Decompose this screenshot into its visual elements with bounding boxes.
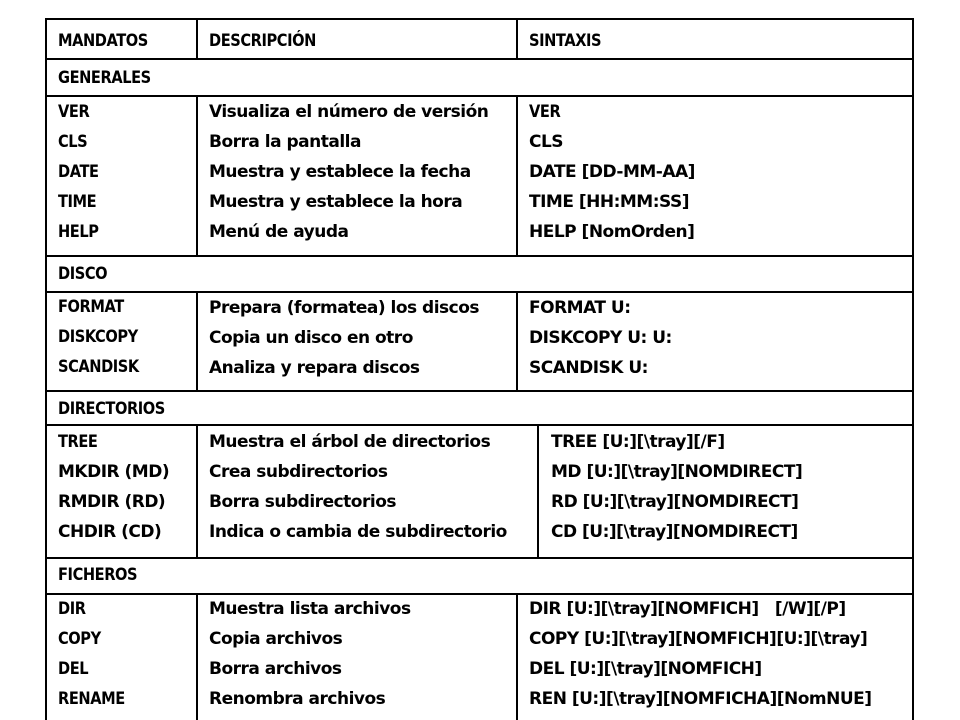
- command-del: DEL: [58, 659, 89, 679]
- description-time: Muestra y establece la hora: [209, 192, 463, 212]
- syntax-tree: TREE [U:][\tray][/F]: [551, 432, 725, 452]
- directorios-syntax: [551, 432, 802, 542]
- column-divider: [196, 95, 198, 257]
- command-date: DATE: [58, 162, 99, 182]
- ficheros-commands: [58, 599, 125, 709]
- command-help: HELP: [58, 222, 99, 242]
- disco-syntax: [529, 298, 672, 378]
- directorios-commands: [58, 432, 169, 542]
- syntax-del: DEL [U:][\tray][NOMFICH]: [529, 659, 762, 679]
- row-divider: [45, 58, 914, 60]
- syntax-ren: REN [U:][\tray][NOMFICHA][NomNUE]: [529, 689, 872, 709]
- row-divider: [45, 255, 914, 257]
- description-tree: Muestra el árbol de directorios: [209, 432, 491, 452]
- description-chdir: Indica o cambia de subdirectorio: [209, 522, 507, 542]
- syntax-copy: COPY [U:][\tray][NOMFICH][U:][\tray]: [529, 629, 868, 649]
- row-divider: [45, 291, 914, 293]
- row-divider: [45, 557, 914, 559]
- command-dir: DIR: [58, 599, 86, 619]
- syntax-ver: VER: [529, 102, 561, 122]
- command-scandisk: SCANDISK: [58, 357, 139, 377]
- section-title-generales: GENERALES: [58, 68, 151, 88]
- description-format: Prepara (formatea) los discos: [209, 298, 480, 318]
- description-rmdir: Borra subdirectorios: [209, 492, 396, 512]
- description-ver: Visualiza el número de versión: [209, 102, 489, 122]
- syntax-cd: CD [U:][\tray][NOMDIRECT]: [551, 522, 798, 542]
- command-format: FORMAT: [58, 297, 124, 317]
- column-divider: [196, 18, 198, 60]
- disco-commands: [58, 297, 139, 377]
- column-divider: [516, 291, 518, 392]
- command-ver: VER: [58, 102, 90, 122]
- command-mkdir: MKDIR (MD): [58, 462, 170, 482]
- description-rename: Renombra archivos: [209, 689, 386, 709]
- command-rename: RENAME: [58, 689, 125, 709]
- description-dir: Muestra lista archivos: [209, 599, 411, 619]
- column-divider: [196, 424, 198, 559]
- column-divider: [516, 593, 518, 720]
- row-divider: [45, 593, 914, 595]
- description-del: Borra archivos: [209, 659, 342, 679]
- row-divider: [45, 95, 914, 97]
- command-cls: CLS: [58, 132, 88, 152]
- header-sintaxis: SINTAXIS: [529, 31, 602, 51]
- row-divider: [45, 424, 914, 426]
- column-divider: [537, 424, 539, 559]
- syntax-time: TIME [HH:MM:SS]: [529, 192, 690, 212]
- description-copy: Copia archivos: [209, 629, 343, 649]
- syntax-cls: CLS: [529, 132, 564, 152]
- syntax-help: HELP [NomOrden]: [529, 222, 695, 242]
- section-title-disco: DISCO: [58, 264, 108, 284]
- generales-syntax: [529, 102, 695, 242]
- ficheros-syntax: [529, 599, 872, 709]
- header-mandatos: MANDATOS: [58, 31, 148, 51]
- syntax-scandisk: SCANDISK U:: [529, 358, 648, 378]
- column-divider: [516, 18, 518, 60]
- section-title-ficheros: FICHEROS: [58, 565, 138, 585]
- disco-descriptions: [209, 298, 479, 378]
- command-chdir: CHDIR (CD): [58, 522, 162, 542]
- command-tree: TREE: [58, 432, 98, 452]
- command-rmdir: RMDIR (RD): [58, 492, 166, 512]
- syntax-format: FORMAT U:: [529, 298, 631, 318]
- command-time: TIME: [58, 192, 97, 212]
- section-title-directorios: DIRECTORIOS: [58, 399, 165, 419]
- syntax-dir: DIR [U:][\tray][NOMFICH] [/W][/P]: [529, 599, 846, 619]
- syntax-date: DATE [DD-MM-AA]: [529, 162, 695, 182]
- syntax-md: MD [U:][\tray][NOMDIRECT]: [551, 462, 803, 482]
- description-help: Menú de ayuda: [209, 222, 349, 242]
- column-divider: [196, 593, 198, 720]
- description-cls: Borra la pantalla: [209, 132, 361, 152]
- description-scandisk: Analiza y repara discos: [209, 358, 420, 378]
- directorios-descriptions: [209, 432, 507, 542]
- header-descripcion: DESCRIPCIÓN: [209, 31, 316, 51]
- generales-commands: [58, 102, 99, 242]
- description-mkdir: Crea subdirectorios: [209, 462, 388, 482]
- ficheros-descriptions: [209, 599, 411, 709]
- command-diskcopy: DISKCOPY: [58, 327, 138, 347]
- column-divider: [516, 95, 518, 257]
- column-divider: [196, 291, 198, 392]
- description-date: Muestra y establece la fecha: [209, 162, 471, 182]
- command-copy: COPY: [58, 629, 101, 649]
- description-diskcopy: Copia un disco en otro: [209, 328, 413, 348]
- syntax-diskcopy: DISKCOPY U: U:: [529, 328, 672, 348]
- generales-descriptions: [209, 102, 488, 242]
- syntax-rd: RD [U:][\tray][NOMDIRECT]: [551, 492, 799, 512]
- row-divider: [45, 390, 914, 392]
